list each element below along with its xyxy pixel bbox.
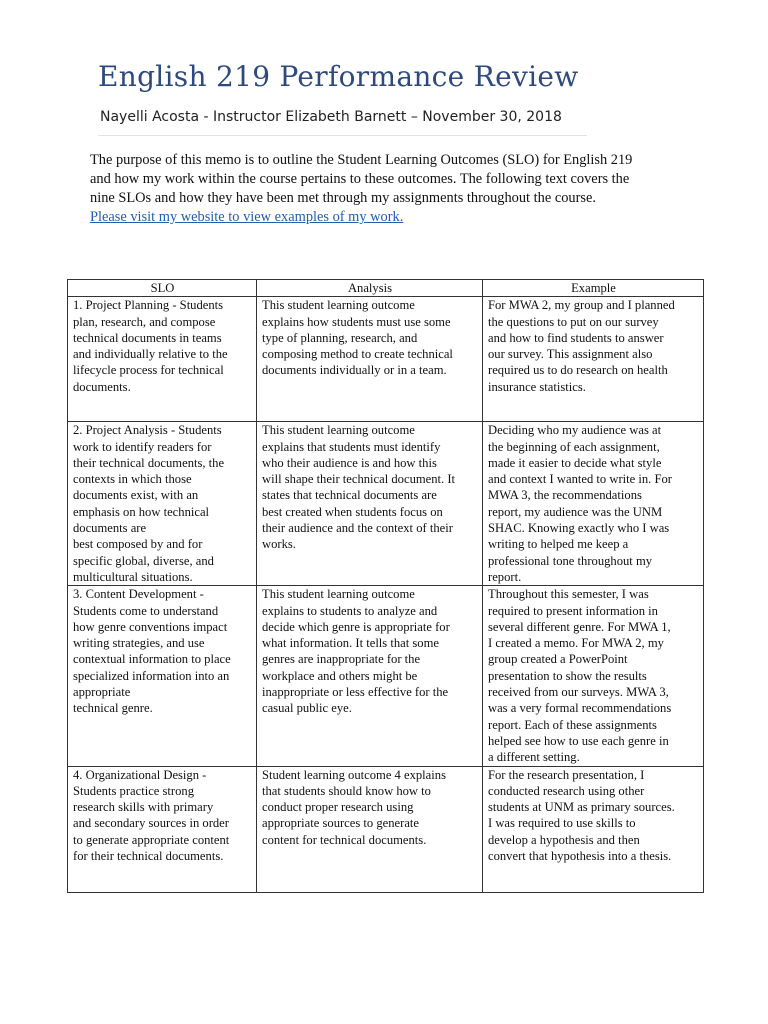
slo-cell: 4. Organizational Design - Students practice strong research skills with primary and secondary sources in order to generate appropriate content for their technical documents. — [68, 766, 257, 892]
analysis-cell: This student learning outcome explains that students must identify who their audience is and how this will shape their technical document. It states that technical documents are best created when students focus on their audience and the context of their works. — [257, 422, 483, 586]
example-cell: Deciding who my audience was at the beginning of each assignment, made it easier to decide what style and context I wanted to write in. For MWA 3, the recommendations report, my audience was the UNM SHAC. Knowing exactly who I was writing to helped me keep a professional tone throughout my report. — [483, 422, 704, 586]
table-row — [68, 586, 704, 766]
slo-cell: 3. Content Development - Students come to understand how genre conventions impact writing strategies, and use contextual information to place specialized information into an appropriate technical genre. — [68, 586, 257, 766]
intro-line: nine SLOs and how they have been met through my assignments throughout the course. — [90, 190, 596, 206]
slo-table — [67, 279, 704, 893]
website-link[interactable]: Please visit my website to view examples of my work. — [90, 209, 404, 225]
intro-line: and how my work within the course pertains to these outcomes. The following text covers the — [90, 171, 630, 187]
column-header-slo: SLO — [68, 280, 257, 297]
table-header-row — [68, 280, 704, 297]
table-row — [68, 766, 704, 892]
example-cell: For MWA 2, my group and I planned the questions to put on our survey and how to find students to answer our survey. This assignment also required us to do research on health insurance statistics. — [483, 297, 704, 422]
slo-cell: 1. Project Planning - Students plan, research, and compose technical documents in teams and individually relative to the lifecycle process for technical documents. — [68, 297, 257, 422]
analysis-cell: This student learning outcome explains how students must use some type of planning, research, and composing method to create technical documents individually or in a team. — [257, 297, 483, 422]
example-cell: For the research presentation, I conducted research using other students at UNM as primary sources. I was required to use skills to develop a hypothesis and then convert that hypothesis into a thesis. — [483, 766, 704, 892]
document-title: English 219 Performance Review — [98, 60, 579, 93]
table-row — [68, 297, 704, 422]
intro-line: The purpose of this memo is to outline the Student Learning Outcomes (SLO) for English 219 — [90, 152, 633, 168]
analysis-cell: This student learning outcome explains to students to analyze and decide which genre is appropriate for what information. It tells that some genres are inappropriate for the workplace and others might be inappropriate or less effective for the casual public eye. — [257, 586, 483, 766]
column-header-example: Example — [483, 280, 704, 297]
analysis-cell: Student learning outcome 4 explains that students should know how to conduct proper research using appropriate sources to generate content for technical documents. — [257, 766, 483, 892]
title-divider — [98, 135, 587, 136]
example-cell: Throughout this semester, I was required to present information in several different genre. For MWA 1, I created a memo. For MWA 2, my group created a PowerPoint presentation to show the results received from our surveys. MWA 3, was a very formal recommendations report. Each of these assignments helped see how to use each genre in a different setting. — [483, 586, 704, 766]
intro-paragraph — [90, 151, 670, 227]
document-subtitle: Nayelli Acosta - Instructor Elizabeth Barnett – November 30, 2018 — [100, 109, 562, 125]
table-row — [68, 422, 704, 586]
column-header-analysis: Analysis — [257, 280, 483, 297]
slo-cell: 2. Project Analysis - Students work to identify readers for their technical documents, the contexts in which those documents exist, with an emphasis on how technical documents are best composed by and for specific global, diverse, and multicultural situations. — [68, 422, 257, 586]
